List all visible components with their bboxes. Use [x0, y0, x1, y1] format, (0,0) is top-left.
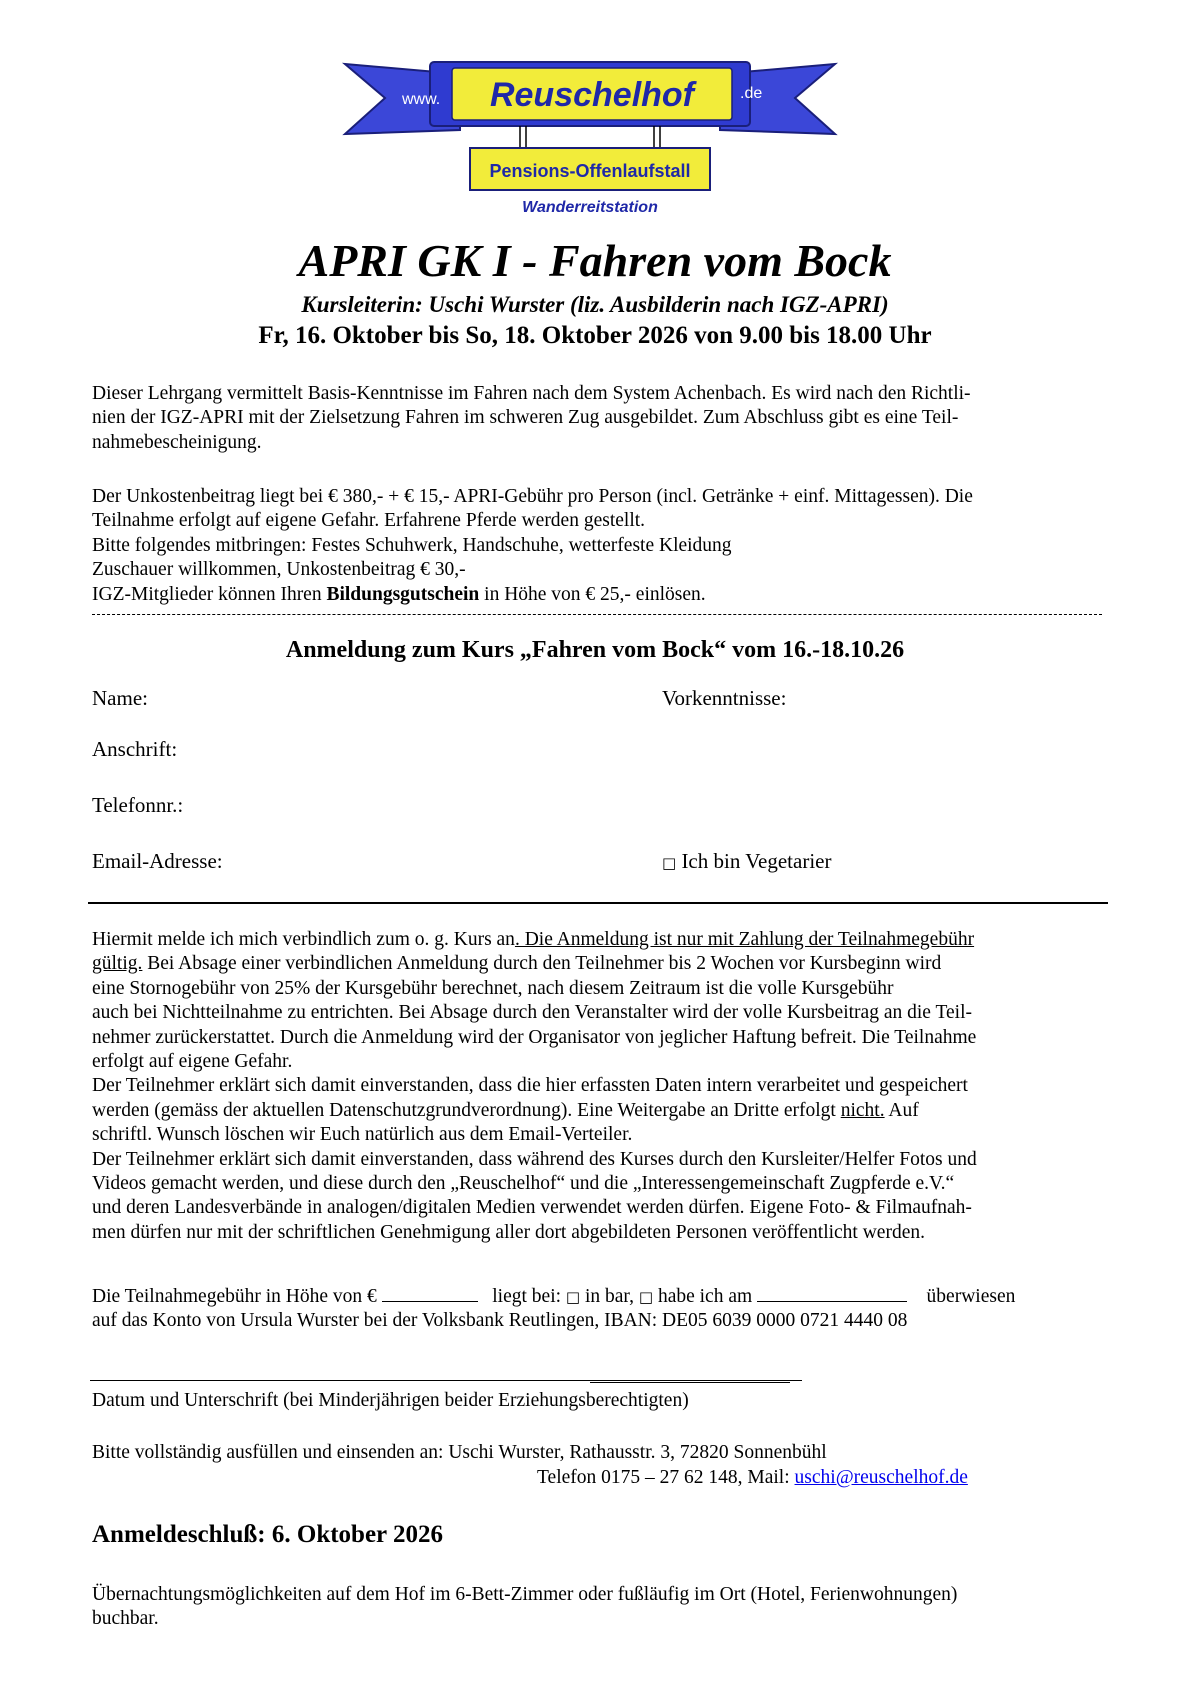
text-line: auch bei Nichtteilnahme zu entrichten. Bei Absage durch den Veranstalter wird der volle Kursbeitrag an die Teil- — [92, 1002, 972, 1024]
payment-line — [92, 1283, 1112, 1309]
payment-paragraph — [92, 1283, 1112, 1334]
vegetarian-label: Ich bin Vegetarier — [681, 849, 832, 873]
text-segment: Die Teilnahmegebühr in Höhe von € — [92, 1286, 377, 1307]
text-segment: Telefon 0175 – 27 62 148, Mail: — [537, 1467, 795, 1488]
logo-subtitle: Wanderreitstation — [522, 199, 658, 216]
text-line — [92, 928, 1112, 952]
transfer-date-blank[interactable] — [757, 1283, 907, 1302]
text-line: und deren Landesverbände in analogen/digitalen Medien verwendet werden dürfen. Eigene Foto- & Filmaufnah- — [92, 1197, 972, 1219]
text-segment: liegt bei: — [492, 1286, 562, 1307]
transfer-label: habe ich am — [657, 1286, 753, 1307]
signature-label: Datum und Unterschrift (bei Minderjährigen beider Erziehungsberechtigten) — [92, 1390, 689, 1411]
cash-label: in bar, — [584, 1286, 635, 1307]
send-to-line: Bitte vollständig ausfüllen und einsenden an: Uschi Wurster, Rathausstr. 3, 72820 Sonnenbühl — [92, 1442, 827, 1463]
vegetarian-checkbox[interactable]: □ — [662, 854, 677, 872]
transfer-checkbox[interactable]: □ — [638, 1288, 654, 1306]
cash-checkbox[interactable]: □ — [565, 1288, 581, 1306]
bank-line: auf das Konto von Ursula Wurster bei der Volksbank Reutlingen, IBAN: DE05 6039 0000 0721 4440 08 — [92, 1310, 908, 1332]
instructor-line: Kursleiterin: Uschi Wurster (liz. Ausbilderin nach IGZ-APRI) — [301, 292, 889, 317]
text-line: Der Teilnehmer erklärt sich damit einverstanden, dass die hier erfassten Daten intern verarbeitet und gespeichert — [92, 1075, 968, 1097]
text-line: Dieser Lehrgang vermittelt Basis-Kenntnisse im Fahren nach dem System Achenbach. Es wird nach den Richtli- — [92, 383, 971, 404]
email-link[interactable]: uschi@reuschelhof.de — [794, 1467, 968, 1488]
text-segment: Bei Absage einer verbindlichen Anmeldung durch den Teilnehmer bis 2 Wochen vor Kursbeginn wird — [142, 953, 942, 975]
text-line: men dürfen nur mit der schriftlichen Genehmigung aller dort abgebildeten Personen veröffentlicht werden. — [92, 1221, 925, 1243]
text-segment: werden (gemäss der aktuellen Datenschutzgrundverordnung). Eine Weitergabe an Dritte erfolgt — [92, 1099, 841, 1121]
text-segment: in Höhe von € 25,- einlösen. — [479, 583, 706, 605]
voucher-line — [92, 583, 1112, 607]
section-divider — [88, 902, 1108, 904]
underlined-text: gültig. — [92, 953, 143, 975]
contact-line — [537, 1466, 1097, 1490]
underlined-text: . Die Anmeldung ist nur mit Zahlung der Teilnahmegebühr — [514, 929, 975, 950]
vegetarian-checkbox-row[interactable] — [662, 848, 831, 876]
accommodation-paragraph — [92, 1583, 1112, 1632]
text-line: nehmer zurückerstattet. Durch die Anmeldung wird der Organisator von jeglicher Haftung befreit. Die Teilnahme — [92, 1026, 977, 1048]
text-line: Bitte folgendes mitbringen: Festes Schuhwerk, Handschuhe, wetterfeste Kleidung — [92, 534, 732, 556]
signature-line[interactable] — [90, 1380, 802, 1381]
text-segment: überwiesen — [926, 1286, 1016, 1307]
text-line: Zuschauer willkommen, Unkostenbeitrag € 30,- — [92, 559, 466, 581]
logo-brand-name: Reuschelhof — [489, 76, 695, 114]
page-title: APRI GK I - Fahren vom Bock — [298, 235, 892, 286]
experience-field-label[interactable]: Vorkenntnisse: — [662, 686, 787, 710]
text-segment: Hiermit melde ich mich verbindlich zum o. g. Kurs an — [92, 929, 515, 950]
logo-suffix: .de — [740, 85, 763, 102]
text-line: Übernachtungsmöglichkeiten auf dem Hof im 6-Bett-Zimmer oder fußläufig im Ort (Hotel, Ferienwohnungen) — [92, 1584, 958, 1605]
text-line: Teilnahme erfolgt auf eigene Gefahr. Erfahrene Pferde werden gestellt. — [92, 510, 646, 532]
reuschelhof-logo — [340, 52, 840, 222]
text-segment: Auf — [884, 1099, 919, 1121]
intro-paragraph-1 — [92, 382, 1112, 455]
text-line — [92, 1099, 1112, 1123]
text-line: buchbar. — [92, 1608, 159, 1630]
text-line: erfolgt auf eigene Gefahr. — [92, 1051, 293, 1073]
amount-blank[interactable] — [382, 1283, 478, 1302]
text-line: nien der IGZ-APRI mit der Zielsetzung Fahren im schweren Zug ausgebildet. Zum Abschluss gibt es eine Teil- — [92, 407, 959, 429]
intro-paragraph-2 — [92, 485, 1112, 607]
logo-sign-text: Pensions-Offenlaufstall — [489, 161, 691, 181]
logo-prefix: www. — [402, 91, 441, 108]
name-field-label[interactable]: Name: — [92, 686, 148, 710]
phone-field-label[interactable]: Telefonnr.: — [92, 793, 184, 817]
text-line: eine Stornogebühr von 25% der Kursgebühr berechnet, nach diesem Zeitraum ist die volle Kursgebühr — [92, 977, 894, 999]
address-field-label[interactable]: Anschrift: — [92, 737, 178, 761]
text-line: Der Teilnehmer erklärt sich damit einverstanden, dass während des Kurses durch den Kursleiter/Helfer Fotos und — [92, 1148, 977, 1170]
voucher-keyword: Bildungsgutschein — [326, 583, 480, 605]
text-line: Videos gemacht werden, und diese durch den „Reuschelhof“ und die „Interessengemeinschaft Zugpferde e.V.“ — [92, 1173, 955, 1195]
cut-line — [92, 614, 1102, 615]
text-line: nahmebescheinigung. — [92, 431, 262, 453]
email-field-label[interactable]: Email-Adresse: — [92, 849, 223, 873]
course-dates: Fr, 16. Oktober bis So, 18. Oktober 2026 von 9.00 bis 18.00 Uhr — [258, 322, 932, 349]
text-line: schriftl. Wunsch löschen wir Euch natürlich aus dem Email-Verteiler. — [92, 1124, 633, 1146]
text-segment: IGZ-Mitglieder können Ihren — [92, 583, 327, 605]
text-line: Der Unkostenbeitrag liegt bei € 380,- + € 15,- APRI-Gebühr pro Person (incl. Getränke + einf. Mittagessen). Die — [92, 486, 973, 507]
registration-title: Anmeldung zum Kurs „Fahren vom Bock“ vom 16.-18.10.26 — [285, 637, 905, 663]
underlined-text: nicht. — [840, 1099, 885, 1121]
terms-paragraph — [92, 928, 1112, 1245]
signature-line-accent — [590, 1382, 790, 1383]
registration-deadline: Anmeldeschluß: 6. Oktober 2026 — [92, 1521, 443, 1548]
text-line — [92, 952, 1112, 976]
